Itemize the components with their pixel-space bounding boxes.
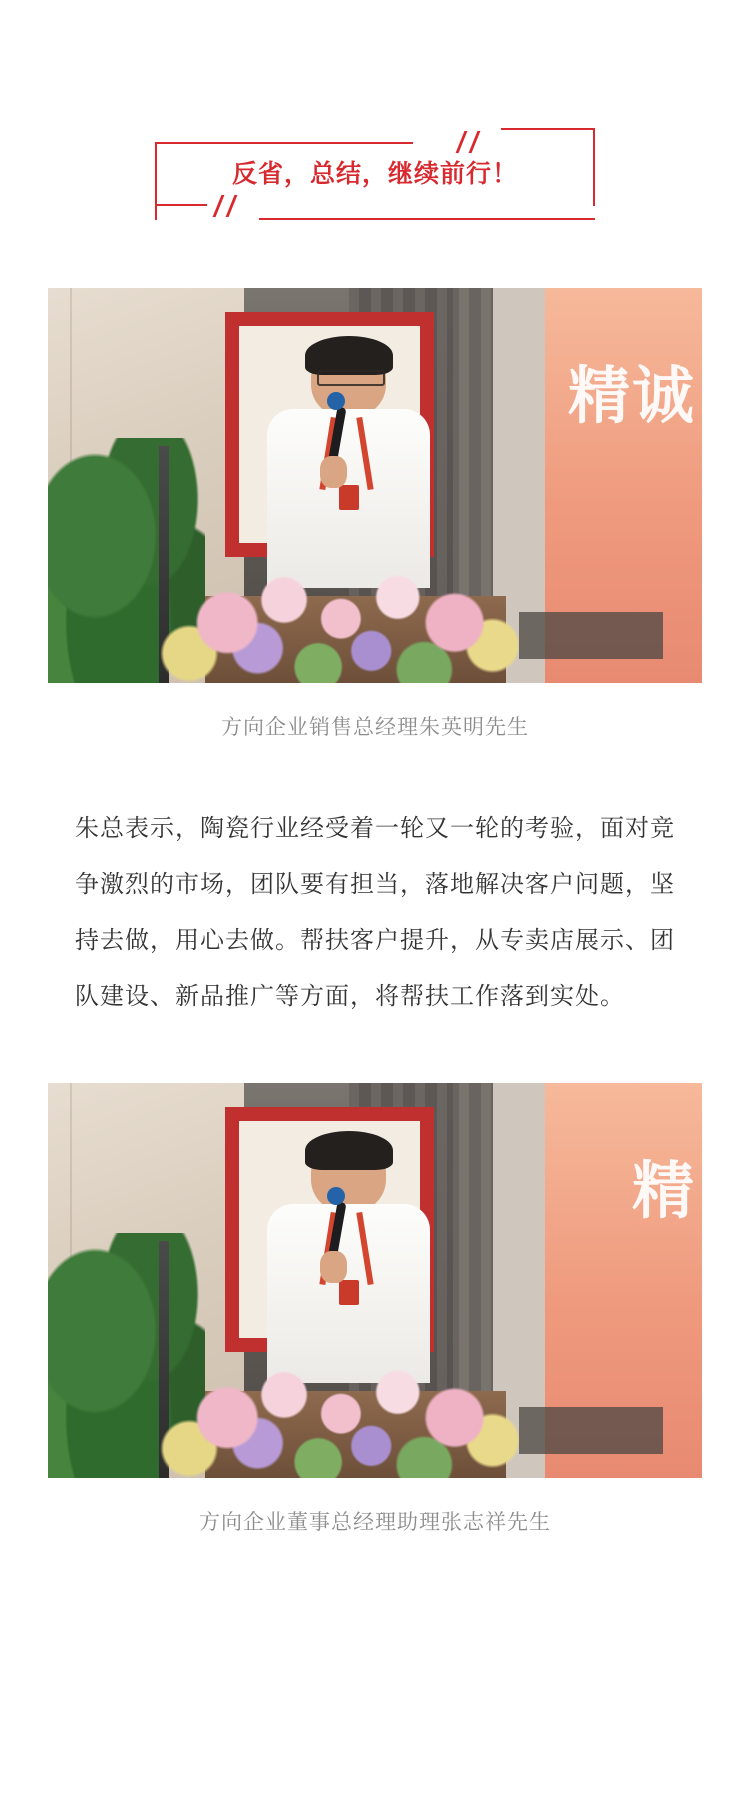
photo-speaker-zhang-zhixiang [48,1083,702,1478]
photo-caption-2: 方向企业董事总经理助理张志祥先生 [199,1511,551,1534]
banner-text: 精诚 [567,363,696,431]
banner-text: 精 [631,1158,696,1226]
photo-block-1 [48,288,702,741]
headline-frame [155,128,595,220]
frame-line-top-left [155,142,413,144]
frame-line-bottom-left [155,204,207,206]
speaker-hand [320,1251,347,1283]
badge-card [339,485,359,509]
flower-arrangement [159,549,538,683]
speaker-hair [305,1131,393,1170]
badge-card [339,1280,359,1304]
photo-caption-1: 方向企业销售总经理朱英明先生 [221,716,529,739]
microphone-head-icon [327,1187,345,1205]
flower-arrangement [159,1344,538,1478]
headline-title: 反省，总结，继续前行！ [231,160,518,188]
body-paragraph: 朱总表示，陶瓷行业经受着一轮又一轮的考验，面对竞争激烈的市场，团队要有担当，落地解决客户问题，坚持去做，用心去做。帮扶客户提升，从专卖店展示、团队建设、新品推广等方面，将帮扶工作落到实处。 [75,815,675,1010]
speaker-hair [305,336,393,375]
slash-decoration-icon [226,195,238,217]
slash-decoration-icon [213,195,225,217]
photo-scene [48,288,702,683]
speaker-hand [320,456,347,488]
photo-block-2 [48,1083,702,1536]
table-edge [519,1407,663,1454]
photo-scene [48,1083,702,1478]
table-edge [519,612,663,659]
glasses-icon [317,370,386,386]
microphone-head-icon [327,392,345,410]
frame-line-top-right [501,128,595,130]
frame-line-bottom-right [259,218,595,220]
photo-speaker-zhu-yingming [48,288,702,683]
headline-section [0,0,750,220]
